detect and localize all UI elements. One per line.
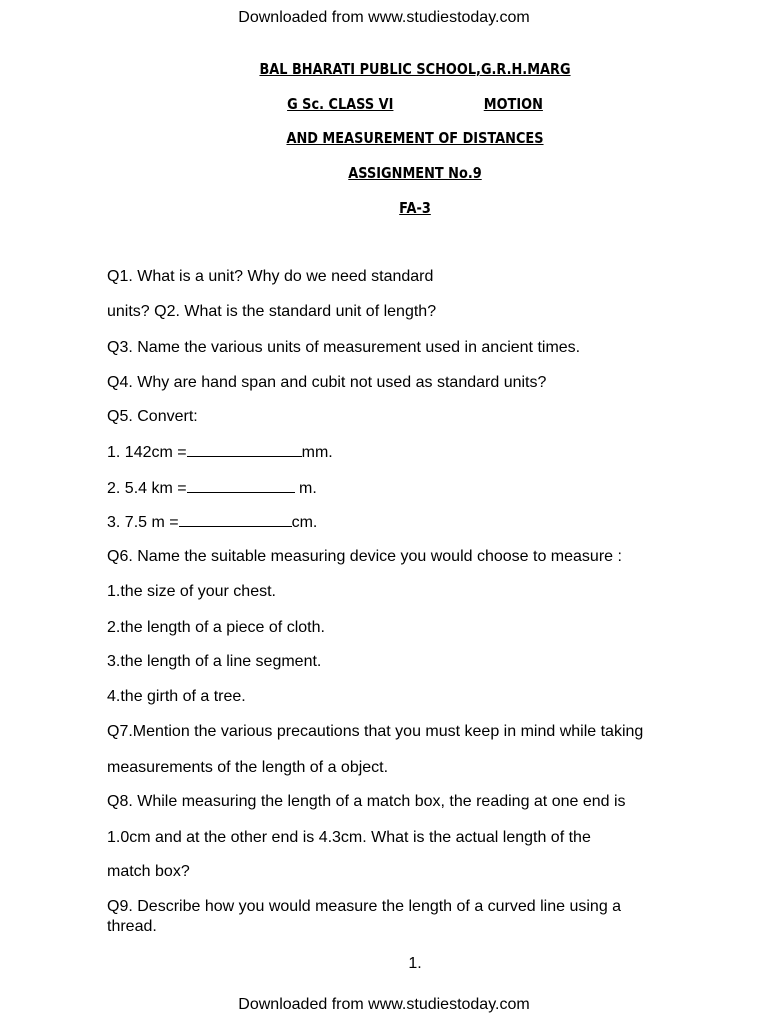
question-7-line-1: Q7.Mention the various precautions that you must keep in mind while taking — [107, 723, 644, 740]
convert-item-prefix: 3. 7.5 m = — [107, 514, 179, 531]
question-6: Q6. Name the suitable measuring device you would choose to measure : — [107, 548, 622, 565]
topic-title: AND MEASUREMENT OF DISTANCES — [286, 129, 544, 147]
question-3: Q3. Name the various units of measurement used in ancient times. — [107, 339, 581, 356]
convert-item-prefix: 1. 142cm = — [107, 444, 187, 461]
term-label: FA-3 — [399, 199, 431, 217]
class-subject-line — [196, 94, 635, 114]
answer-blank — [179, 512, 292, 527]
subject-label: MOTION — [483, 95, 543, 113]
device-item-2: 2.the length of a piece of cloth. — [107, 619, 325, 636]
convert-item-3 — [107, 512, 317, 533]
convert-item-suffix: mm. — [301, 444, 333, 461]
question-8-line-1: Q8. While measuring the length of a match box, the reading at one end is — [107, 793, 626, 810]
school-name: BAL BHARATI PUBLIC SCHOOL,G.R.H.MARG — [259, 60, 571, 78]
question-8-line-3: match box? — [107, 863, 190, 880]
convert-item-prefix: 2. 5.4 km = — [107, 480, 187, 497]
answer-blank — [187, 442, 302, 457]
question-7-line-2: measurements of the length of a object. — [107, 759, 389, 776]
question-8-line-2: 1.0cm and at the other end is 4.3cm. What is the actual length of the — [107, 829, 591, 846]
convert-item-1 — [107, 442, 333, 463]
question-1-line-2: units? Q2. What is the standard unit of length? — [107, 303, 437, 320]
question-9-line-2: thread. — [107, 918, 157, 935]
question-9-line-1: Q9. Describe how you would measure the length of a curved line using a — [107, 898, 622, 915]
convert-item-2 — [107, 478, 317, 499]
device-item-4: 4.the girth of a tree. — [107, 688, 246, 705]
assignment-title: ASSIGNMENT No.9 — [348, 164, 482, 182]
question-1-line-1: Q1. What is a unit? Why do we need standard — [107, 268, 434, 285]
page-number: 1. — [408, 955, 422, 972]
class-label: G Sc. CLASS VI — [287, 95, 394, 113]
answer-blank — [187, 478, 295, 493]
download-banner-bottom: Downloaded from www.studiestoday.com — [238, 996, 530, 1013]
question-4: Q4. Why are hand span and cubit not used as standard units? — [107, 374, 547, 391]
device-item-1: 1.the size of your chest. — [107, 583, 276, 600]
download-banner-top: Downloaded from www.studiestoday.com — [238, 9, 530, 26]
device-item-3: 3.the length of a line segment. — [107, 653, 322, 670]
convert-item-suffix: cm. — [291, 514, 318, 531]
question-5: Q5. Convert: — [107, 408, 198, 425]
convert-item-suffix: m. — [294, 480, 317, 497]
